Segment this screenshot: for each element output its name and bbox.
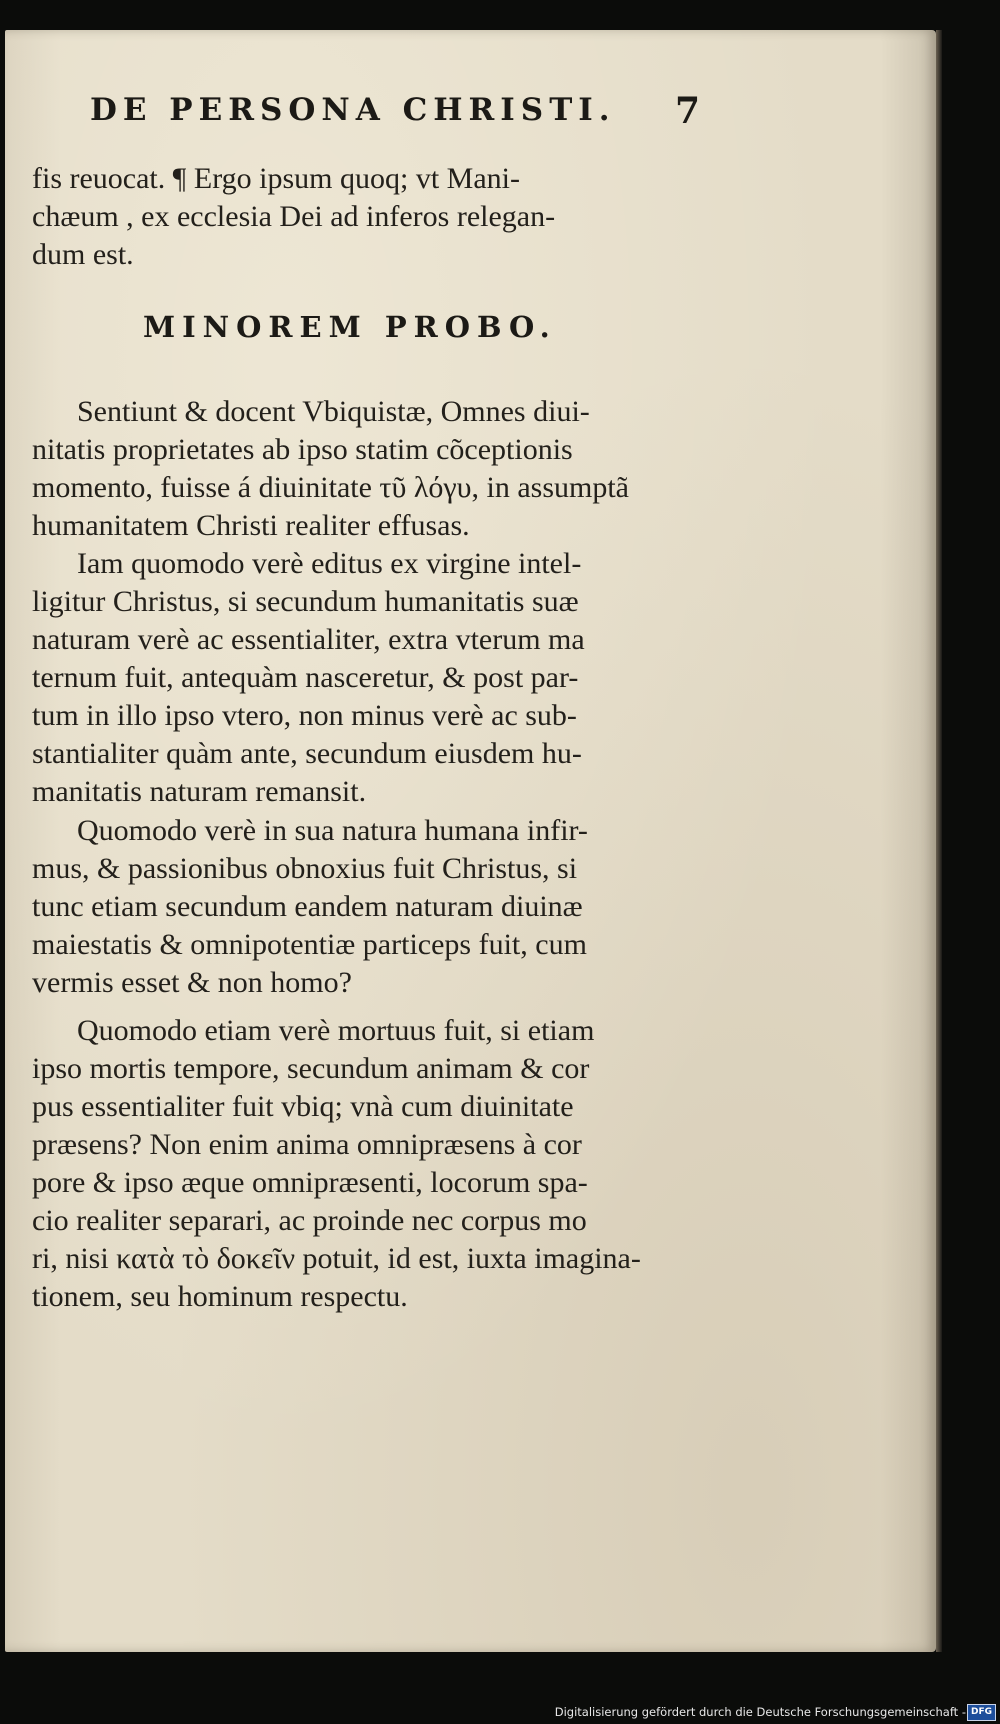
- text-line: tionem, seu hominum respectu.: [32, 1280, 408, 1313]
- running-head: DE PERSONA CHRISTI.: [90, 92, 616, 128]
- text-line: cio realiter separari, ac proinde nec corpus mo: [32, 1204, 587, 1237]
- paragraph-3: [32, 812, 732, 1002]
- continuation-text: [32, 160, 732, 274]
- text-line: Iam quomodo verè editus ex virgine intel-: [77, 547, 582, 580]
- text-line: dum est.: [32, 238, 134, 271]
- text-line: maiestatis & omnipotentiæ particeps fuit, cum: [32, 928, 587, 961]
- text-line: tum in illo ipso vtero, non minus verè ac sub-: [32, 699, 577, 732]
- page-number: 7: [675, 90, 701, 132]
- section-heading: MINOREM PROBO.: [143, 310, 557, 344]
- dfg-logo: DFG: [967, 1704, 996, 1721]
- text-line: ligitur Christus, si secundum humanitatis suæ: [32, 585, 579, 618]
- text-line: præsens? Non enim anima omnipræsens à cor: [32, 1128, 582, 1161]
- paragraph-4: [32, 1012, 732, 1316]
- text-line: nitatis proprietates ab ipso statim cõceptionis: [32, 433, 573, 466]
- text-line: Quomodo verè in sua natura humana infir-: [77, 814, 588, 847]
- text-line: tunc etiam secundum eandem naturam diuinæ: [32, 890, 583, 923]
- text-line: manitatis naturam remansit.: [32, 775, 367, 808]
- text-line: stantialiter quàm ante, secundum eiusdem hu-: [32, 737, 582, 770]
- text-line: ternum fuit, antequàm nasceretur, & post par-: [32, 661, 579, 694]
- text-line: fis reuocat. ¶ Ergo ipsum quoq; vt Mani-: [32, 162, 520, 195]
- paragraph-2: [32, 545, 732, 811]
- text-line: vermis esset & non homo?: [32, 966, 352, 999]
- text-line: Quomodo etiam verè mortuus fuit, si etiam: [77, 1014, 595, 1047]
- text-line: naturam verè ac essentialiter, extra vterum ma: [32, 623, 585, 656]
- text-line: pore & ipso æque omnipræsenti, locorum spa-: [32, 1166, 588, 1199]
- text-line: Sentiunt & docent Vbiquistæ, Omnes diui-: [77, 395, 590, 428]
- text-line: chæum , ex ecclesia Dei ad inferos relegan-: [32, 200, 556, 233]
- text-line: ipso mortis tempore, secundum animam & cor: [32, 1052, 590, 1085]
- text-line: ri, nisi κατὰ τὸ δοκεῖν potuit, id est, iuxta imagina-: [32, 1242, 641, 1275]
- page-edge: [936, 30, 942, 1652]
- text-line: momento, fuisse á diuinitate τῦ λόγυ, in assumptã: [32, 471, 629, 504]
- paragraph-1: [32, 393, 732, 545]
- text-line: humanitatem Christi realiter effusas.: [32, 509, 470, 542]
- text-line: pus essentialiter fuit vbiq; vnà cum diuinitate: [32, 1090, 574, 1123]
- funding-credit: Digitalisierung gefördert durch die Deutsche Forschungsgemeinschaft -: [554, 1705, 966, 1719]
- text-line: mus, & passionibus obnoxius fuit Christus, si: [32, 852, 578, 885]
